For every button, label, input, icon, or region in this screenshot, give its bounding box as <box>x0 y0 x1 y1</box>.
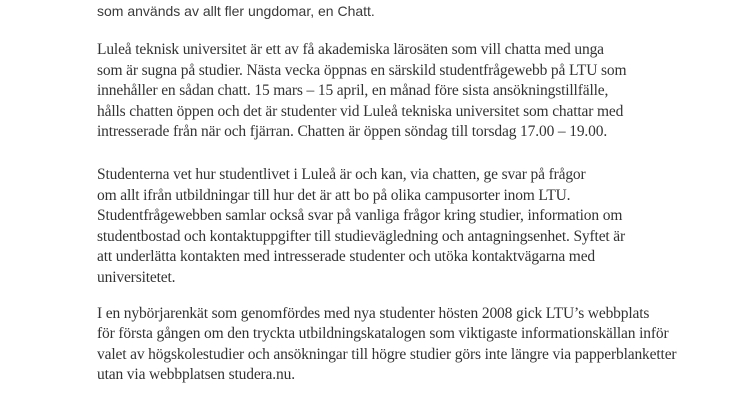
paragraph <box>97 165 717 289</box>
paragraph-line: utan via webbplatsen studera.nu. <box>97 366 295 384</box>
paragraph-line: innehåller en sådan chatt. 15 mars – 15 april, en månad före sista ansökningstillfälle, <box>97 82 609 100</box>
paragraph-line: studentbostad och kontaktuppgifter till studievägledning och antagningsenhet. Syftet är <box>97 227 626 245</box>
paragraph-line: I en nybörjarenkät som genomfördes med nya studenter hösten 2008 gick LTU’s webbplats <box>97 304 650 322</box>
paragraph-line: Studentfrågewebben samlar också svar på vanliga frågor kring studier, information om <box>97 207 623 225</box>
paragraph-line: att underlätta kontakten med intresserade studenter och utöka kontaktvägarna med <box>97 248 596 266</box>
paragraph-line: för första gången om den tryckta utbildningskatalogen som viktigaste informationskällan inför <box>97 325 669 343</box>
paragraph <box>97 304 717 386</box>
paragraph-line: intresserade från när och fjärran. Chatten är öppen söndag till torsdag 17.00 – 19.00. <box>97 123 608 141</box>
paragraph-line: valet av högskolestudier och ansökningar till högre studier görs inte längre via papperblanketter <box>97 345 677 363</box>
paragraph-line: universitetet. <box>97 268 176 286</box>
paragraph-line: om allt ifrån utbildningar till hur det är att bo på olika campusorter inom LTU. <box>97 186 571 204</box>
press-release-text <box>97 3 717 386</box>
paragraph <box>97 40 717 143</box>
paragraph-line: Luleå teknisk universitet är ett av få akademiska lärosäten som vill chatta med unga <box>97 41 604 58</box>
intro-line: som används av allt fler ungdomar, en Chatt. <box>97 3 375 19</box>
paragraph-line: Studenterna vet hur studentlivet i Luleå är och kan, via chatten, ge svar på frågor <box>97 165 586 183</box>
paragraph-line: hålls chatten öppen och det är studenter vid Luleå tekniska universitet som chattar med <box>97 102 624 120</box>
paragraph-line: som är sugna på studier. Nästa vecka öppnas en särskild studentfrågewebb på LTU som <box>97 61 627 79</box>
